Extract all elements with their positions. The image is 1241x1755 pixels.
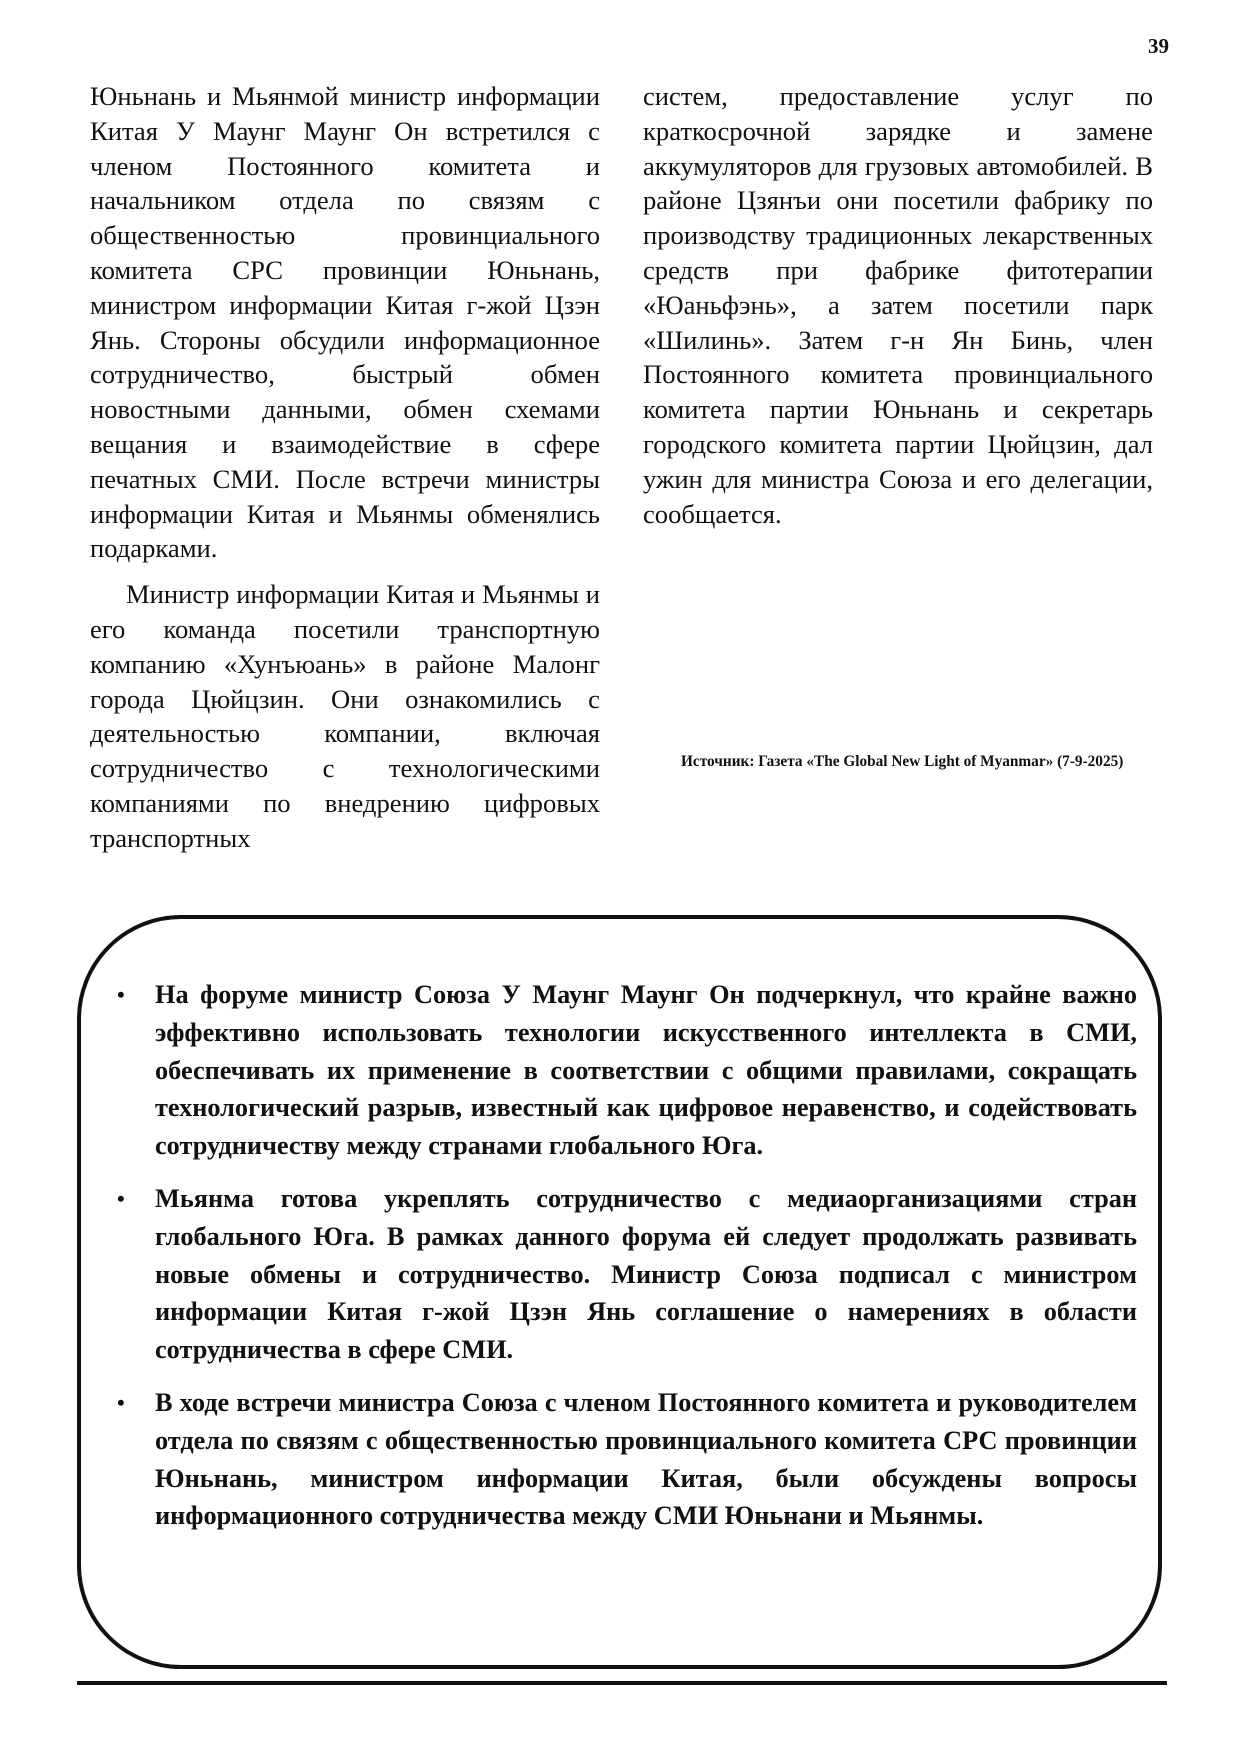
source-citation: Источник: Газета «The Global New Light of Myanmar» (7-9-2025) [681,753,1124,770]
summary-item-3 [117,1384,1137,1535]
summary-item-2 [117,1180,1137,1369]
bullet-icon: • [117,982,125,1007]
bottom-divider [77,1681,1167,1685]
left-column [90,79,600,856]
left-paragraph-1: Юньнань и Мьянмой министр информации Китая У Маунг Маунг Он встретился с членом Постоянного комитета и начальником отдела по связям с общественностью провинциального комитета СРС провинции Юньнань, министром информации Китая г-жой Цзэн Янь. Стороны обсудили информационное сотрудничество, быстрый обмен новостными данными, обмен схемами вещания и взаимодействие в сфере печатных СМИ. После встречи министры информации Китая и Мьянмы обменялись подарками. [90,81,600,564]
right-paragraph-1: систем, предоставление услуг по краткосрочной зарядке и замене аккумуляторов для грузовых автомобилей. В районе Цзянъи они посетили фабрику по производству традиционных лекарственных средств при фабрике фитотерапии «Юаньфэнь», а затем посетили парк «Шилинь». Затем г-н Ян Бинь, член Постоянного комитета провинциального комитета партии Юньнань и секретарь городского комитета партии Цюйцзин, дал ужин для министра Союза и его делегации, сообщается. [643,81,1153,529]
summary-list [117,976,1137,1535]
summary-box [77,915,1162,1669]
summary-item-text: В ходе встречи министра Союза с членом Постоянного комитета и руководителем отдела по связям с общественностью провинциального комитета СРС провинции Юньнань, министром информации Китая, были обсуждены вопросы информационного сотрудничества между СМИ Юньнани и Мьянмы. [155,1387,1137,1531]
summary-item-text: Мьянма готова укреплять сотрудничество с медиаорганизациями стран глобального Юга. В рамках данного форума ей следует продолжать развивать новые обмены и сотрудничество. Министр Союза подписал с министром информации Китая г-жой Цзэн Янь соглашение о намерениях в области сотрудничества в сфере СМИ. [155,1183,1137,1365]
page-number: 39 [1148,34,1169,58]
left-paragraph-2: Министр информации Китая и Мьянмы и его команда посетили транспортную компанию «Хунъюань» в районе Малонг города Цюйцзин. Они ознакомились с деятельностью компании, включая сотрудничество с технологическими компаниями по внедрению цифровых транспортных [90,579,600,853]
bullet-icon: • [117,1185,125,1211]
right-column [643,79,1153,531]
summary-item-1 [117,976,1137,1165]
bullet-icon: • [117,1389,125,1415]
summary-item-text: На форуме министр Союза У Маунг Маунг Он подчеркнул, что крайне важно эффективно использовать технологии искусственного интеллекта в СМИ, обеспечивать их применение в соответствии с общими правилами, сокращать технологический разрыв, известный как цифровое неравенство, и содействовать сотрудничеству между странами глобального Юга. [155,980,1137,1161]
